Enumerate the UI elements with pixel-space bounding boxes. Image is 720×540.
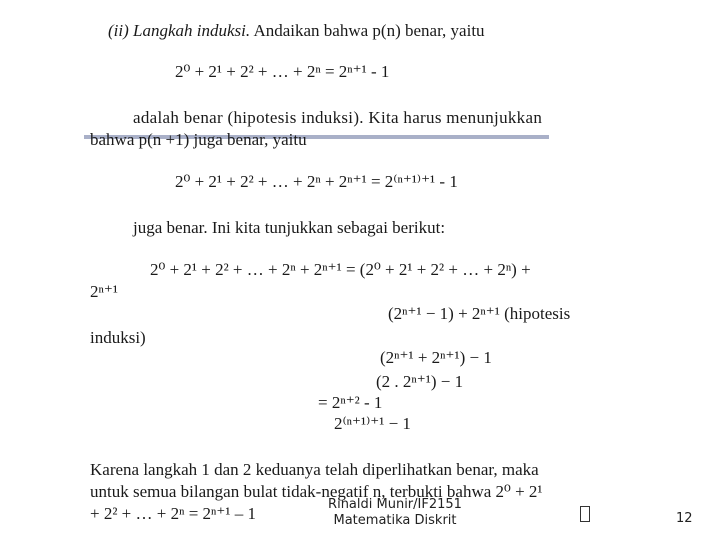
proof-line-1: 2⁰ + 2¹ + 2² + … + 2ⁿ + 2ⁿ⁺¹ = (2⁰ + 2¹ + 2² + … + 2ⁿ) +: [150, 260, 531, 279]
conclusion-line-3: + 2² + … + 2ⁿ = 2ⁿ⁺¹ – 1: [90, 504, 256, 523]
show-line: juga benar. Ini kita tunjukkan sebagai berikut:: [133, 218, 446, 237]
proof-line-2: (2ⁿ⁺¹ − 1) + 2ⁿ⁺¹ (hipotesis: [388, 304, 571, 323]
proof-line-6: 2⁽ⁿ⁺¹⁾⁺¹ − 1: [334, 414, 411, 433]
proof-line-5: = 2ⁿ⁺² - 1: [318, 393, 383, 412]
proof-line-3: (2ⁿ⁺¹ + 2ⁿ⁺¹) − 1: [380, 348, 492, 367]
proof-line-2-continuation: induksi): [90, 328, 146, 347]
footer-course: Matematika Diskrit: [333, 513, 457, 528]
qed-box-icon: [580, 506, 590, 522]
proof-line-1-continuation: 2ⁿ⁺¹: [90, 282, 118, 301]
hypothesis-line-2: bahwa p(n +1) juga benar, yaitu: [90, 130, 307, 149]
conclusion-line-1: Karena langkah 1 dan 2 keduanya telah diperlihatkan benar, maka: [90, 460, 539, 479]
step-heading-label: (ii) Langkah induksi.: [108, 21, 251, 40]
page-number: 12: [676, 511, 693, 526]
step-intro: Andaikan bahwa p(n) benar, yaitu: [253, 21, 485, 40]
step-heading: [108, 21, 485, 41]
equation-hypothesis: 2⁰ + 2¹ + 2² + … + 2ⁿ = 2ⁿ⁺¹ - 1: [175, 62, 390, 81]
conclusion-line-2: untuk semua bilangan bulat tidak-negatif n, terbukti bahwa 2⁰ + 2¹: [90, 482, 543, 501]
equation-target: 2⁰ + 2¹ + 2² + … + 2ⁿ + 2ⁿ⁺¹ = 2⁽ⁿ⁺¹⁾⁺¹ - 1: [175, 172, 458, 191]
footer-author: Rinaldi Munir/IF2151: [328, 497, 462, 512]
proof-line-4: (2 . 2ⁿ⁺¹) − 1: [376, 372, 464, 391]
hypothesis-line-1: adalah benar (hipotesis induksi). Kita harus menunjukkan: [133, 108, 543, 127]
slide-footer: [300, 497, 490, 529]
